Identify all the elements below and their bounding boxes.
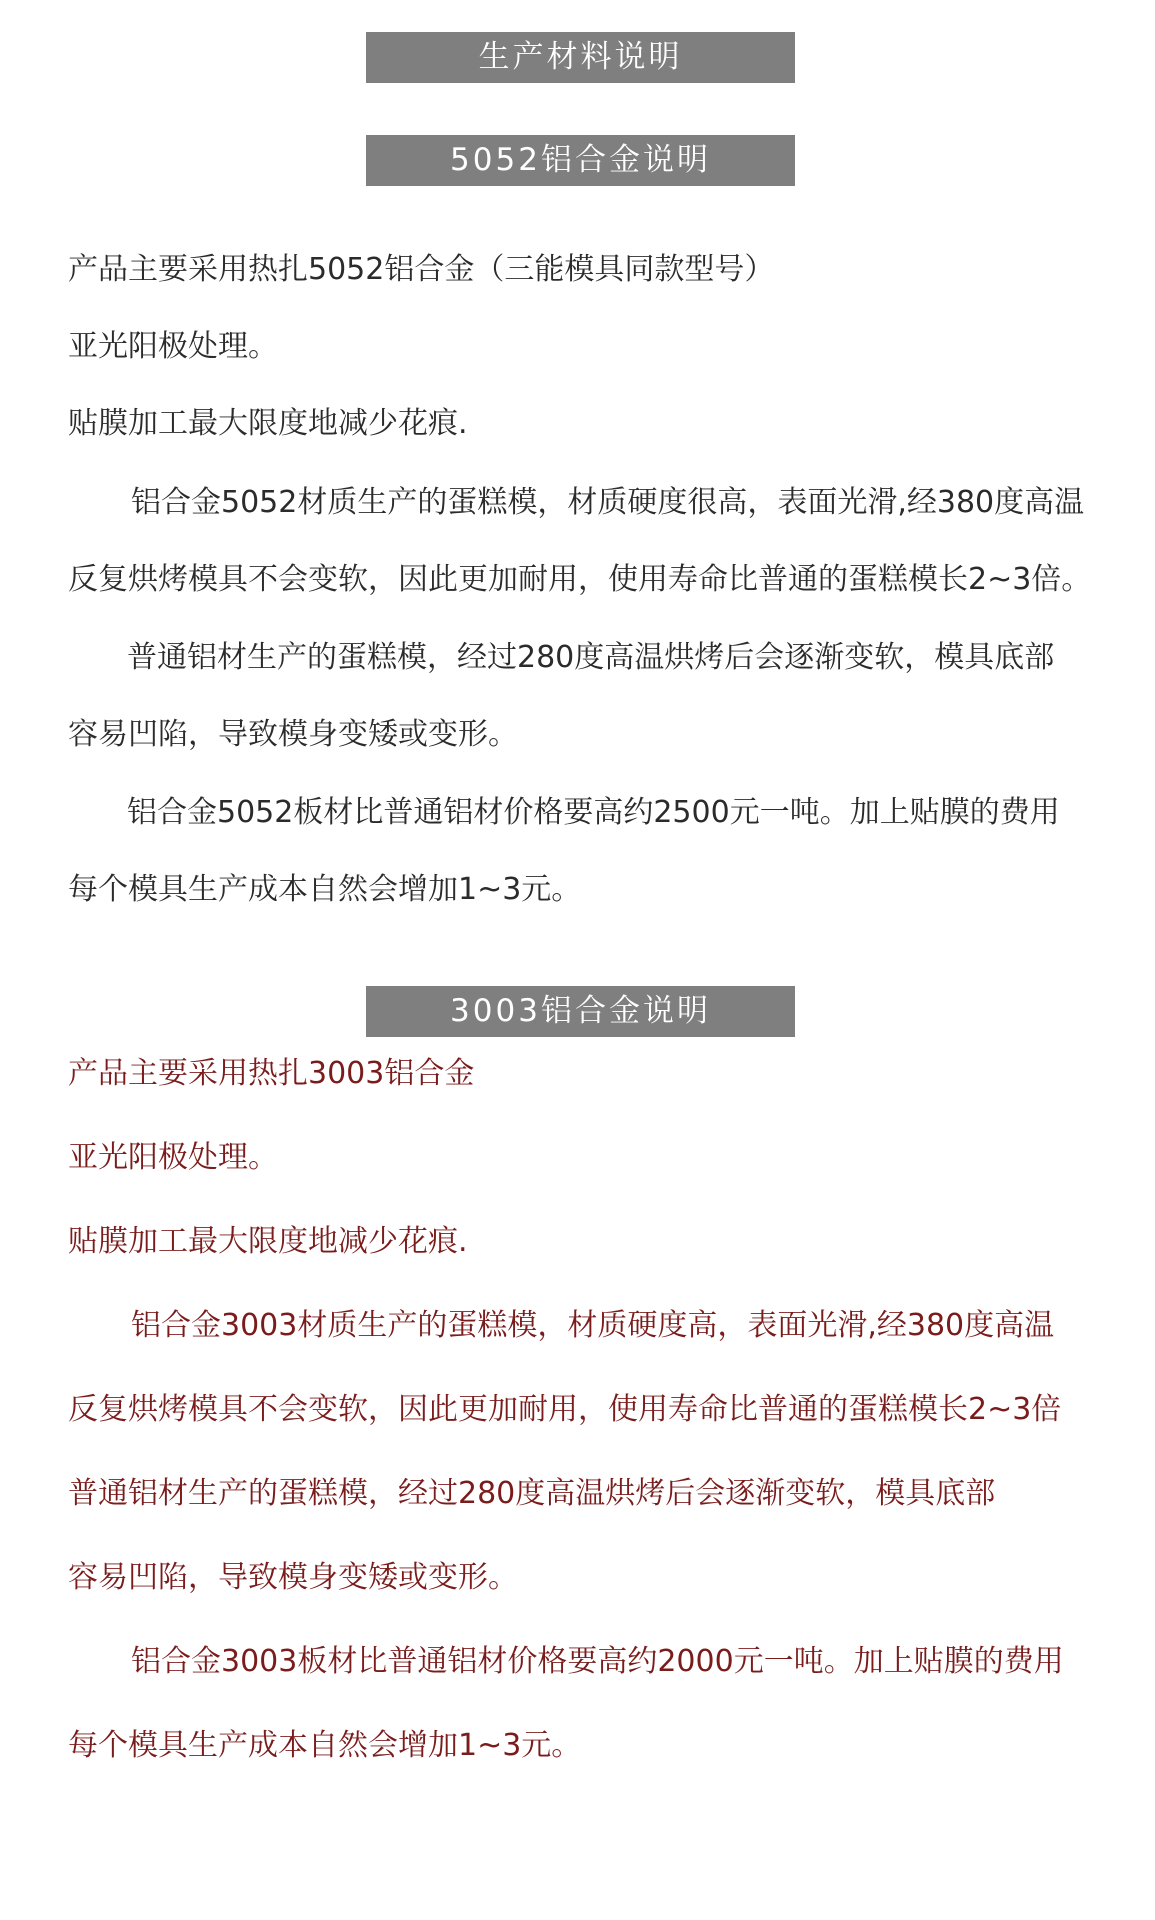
text-line-5052-8: 铝合金5052板材比普通铝材价格要高约2500元一吨。加上贴膜的费用 (127, 795, 1060, 830)
text-line-5052-7: 容易凹陷，导致模身变矮或变形。 (68, 717, 518, 752)
section-banner-3003: 3003铝合金说明 (366, 986, 795, 1037)
section-banner-5052: 5052铝合金说明 (366, 135, 795, 186)
text-line-5052-6: 普通铝材生产的蛋糕模，经过280度高温烘烤后会逐渐变软，模具底部 (127, 640, 1055, 675)
text-line-3003-7: 容易凹陷，导致模身变矮或变形。 (68, 1560, 518, 1595)
text-line-5052-3: 贴膜加工最大限度地减少花痕. (68, 406, 468, 441)
text-line-5052-1: 产品主要采用热扎5052铝合金（三能模具同款型号） (68, 252, 775, 287)
text-line-5052-2: 亚光阳极处理。 (68, 329, 278, 364)
text-line-3003-8: 铝合金3003板材比普通铝材价格要高约2000元一吨。加上贴膜的费用 (131, 1644, 1064, 1679)
text-line-3003-3: 贴膜加工最大限度地减少花痕. (68, 1224, 468, 1259)
text-line-3003-5: 反复烘烤模具不会变软，因此更加耐用，使用寿命比普通的蛋糕模长2~3倍 (68, 1392, 1062, 1427)
title-banner-production-materials: 生产材料说明 (366, 32, 795, 83)
text-line-3003-6: 普通铝材生产的蛋糕模，经过280度高温烘烤后会逐渐变软，模具底部 (68, 1476, 996, 1511)
text-line-3003-4: 铝合金3003材质生产的蛋糕模，材质硬度高，表面光滑,经380度高温 (131, 1308, 1055, 1343)
text-line-5052-9: 每个模具生产成本自然会增加1~3元。 (68, 872, 582, 907)
text-line-5052-5: 反复烘烤模具不会变软，因此更加耐用，使用寿命比普通的蛋糕模长2~3倍。 (68, 562, 1092, 597)
text-line-3003-1: 产品主要采用热扎3003铝合金 (68, 1056, 475, 1091)
text-line-3003-2: 亚光阳极处理。 (68, 1140, 278, 1175)
text-line-3003-9: 每个模具生产成本自然会增加1~3元。 (68, 1728, 582, 1763)
text-line-5052-4: 铝合金5052材质生产的蛋糕模，材质硬度很高，表面光滑,经380度高温 (131, 485, 1085, 520)
